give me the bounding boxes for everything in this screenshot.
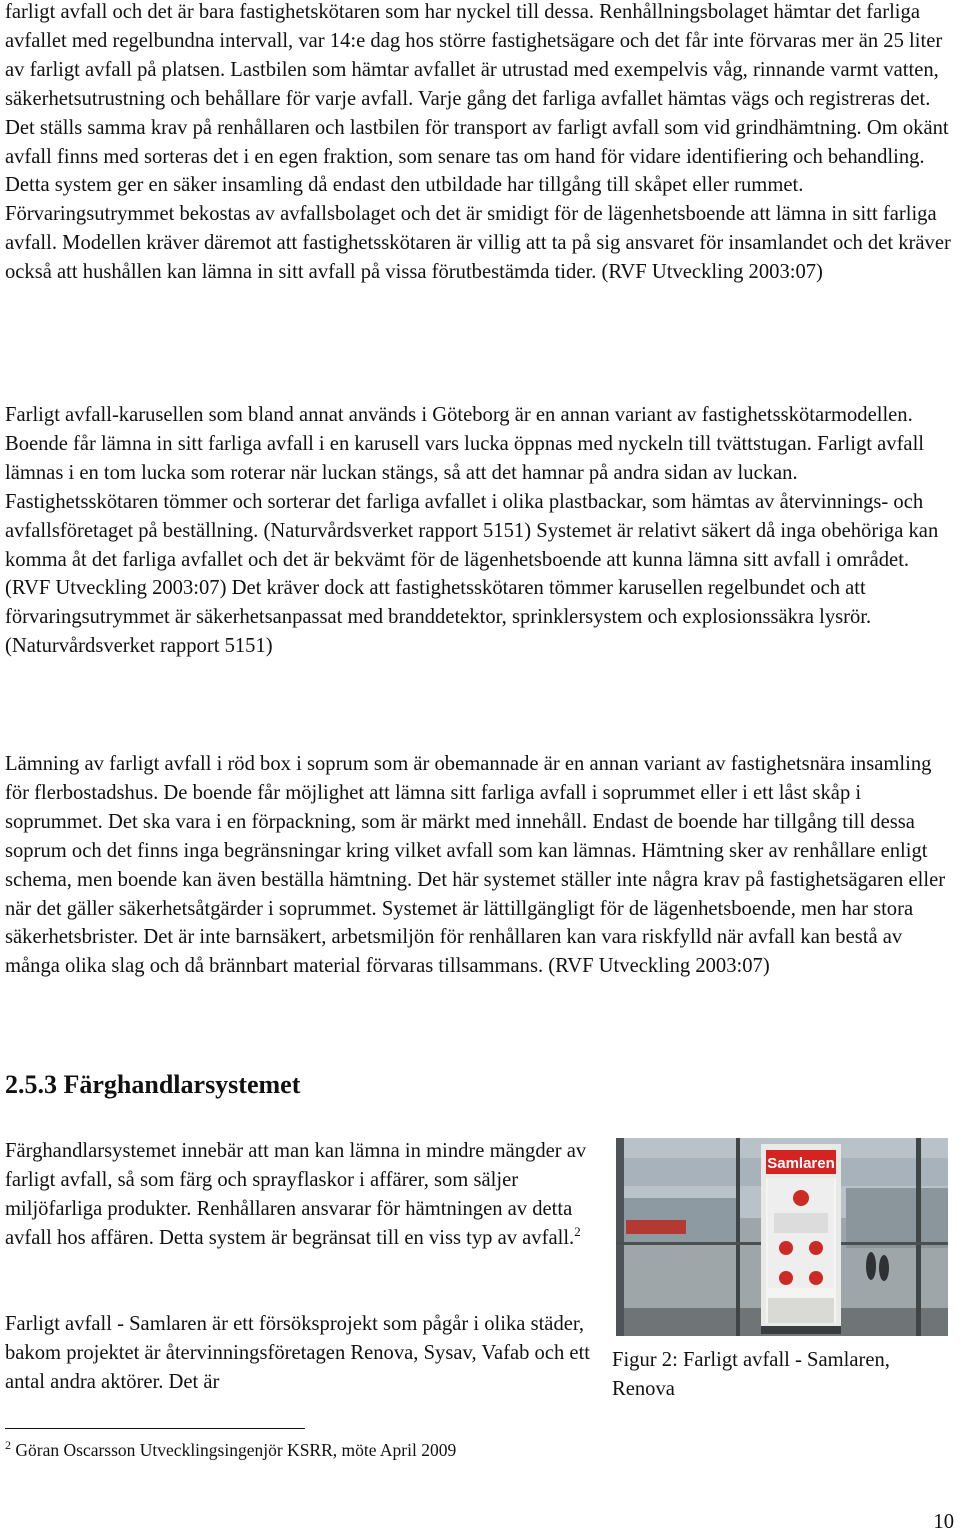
- section-paragraph-1-text: Färghandlarsystemet innebär att man kan lämna in mindre mängder av farligt avfall, så som färg och sprayflaskor i affärer, som säljer miljöfarliga produkter. Renhållaren ansvarar för hämtningen av detta avfall hos affären. Detta system är begränsat till en viss typ av avfall.: [5, 1140, 587, 1249]
- samlaren-sign-text: Samlaren: [767, 1155, 835, 1172]
- figure-caption: Figur 2: Farligt avfall - Samlaren, Renova: [612, 1349, 890, 1400]
- section-paragraph-1: [5, 1137, 595, 1253]
- footnote: [5, 1438, 456, 1462]
- body-paragraph-3: Lämning av farligt avfall i röd box i soprum som är obemannade är en annan variant av fastighetsnära insamling för flerbostadshus. De boende får möjlighet att lämna sitt farliga avfall i soprummet eller i ett låst skåp i soprummet. Det ska vara i en förpackning, som är märkt med innehåll. Endast de boende har tillgång till dessa soprum och det finns inga begränsningar kring vilket avfall som kan lämnas. Hämtning sker av renhållare enligt schema, men boende kan även beställa hämtning. Det här systemet ställer inte några krav på fastighetsägaren eller när det gäller säkerhetsåtgärder i soprummet. Systemet är lättillgängligt för de lägenhetsboende, men har stora säkerhetsbrister. Det är inte barnsäkert, arbetsmiljön för renhållaren kan vara riskfylld när avfall kan bestå av många olika slag och då brännbart material förvaras tillsammans. (RVF Utveckling 2003:07): [5, 753, 946, 978]
- footnote-reference: 2: [574, 1223, 581, 1239]
- body-paragraph-2: Farligt avfall-karusellen som bland annat används i Göteborg är en annan variant av fastighetsskötarmodellen. Boende får lämna in sitt farliga avfall i en karusell vars lucka öppnas med nyckeln till tvättstugan. Farligt avfall lämnas i en tom lucka som roterar när luckan stängs, så att det hamnar på andra sidan av luckan. Fastighetsskötaren tömmer och sorterar det farliga avfallet i olika plastbackar, som hämtas av återvinnings- och avfallsföretaget på beställning. (Naturvårdsverket rapport 5151) Systemet är relativt säkert då inga obehöriga kan komma åt det farliga avfallet och det är bekvämt för de lägenhetsboende att kunna lämna sitt avfall i området. (RVF Utveckling 2003:07) Det kräver dock att fastighetsskötaren tömmer karusellen regelbundet och att förvaringsutrymmet är säkerhetsanpassat med branddetektor, sprinklersystem och explosionssäkra lysrör. (Naturvårdsverket rapport 5151): [5, 404, 939, 658]
- body-paragraph-1: farligt avfall och det är bara fastighetskötaren som har nyckel till dessa. Renhållningsbolaget hämtar det farliga avfallet med regelbundna intervall, var 14:e dag hos större fastighetsägare och det får inte förvaras mer än 25 liter av farligt avfall på platsen. Lastbilen som hämtar avfallet är utrustad med exempelvis våg, rinnande varmt vatten, säkerhetsutrustning och behållare för varje avfall. Varje gång det farliga avfallet hämtas vägs och registreras det. Det ställs samma krav på renhållaren och lastbilen för transport av farligt avfall som vid grindhämtning. Om okänt avfall finns med sorteras det i en egen fraktion, som senare tas om hand för vidare identifiering och behandling. Detta system ger en säker insamling då endast den utbildade har tillgång till skåpet eller rummet. Förvaringsutrymmet bekostas av avfallsbolaget och det är smidigt för de lägenhetsboende att lämna in sitt farliga avfall. Modellen kräver däremot att fastighetsskötaren är villig att ta på sig ansvaret för insamlandet och det kräver också att hushållen kan lämna in sitt avfall på vissa förutbestämda tider. (RVF Utveckling 2003:07): [5, 1, 951, 284]
- section-heading: 2.5.3 Färghandlarsystemet: [5, 1070, 301, 1099]
- samlaren-photo: [616, 1138, 948, 1336]
- figure-photo: [616, 1138, 948, 1336]
- footnote-divider: [5, 1428, 305, 1429]
- footnote-text: Göran Oscarsson Utvecklingsingenjör KSRR, möte April 2009: [15, 1440, 457, 1460]
- page-number: 10: [933, 1511, 954, 1533]
- footnote-marker: 2: [5, 1438, 11, 1453]
- section-paragraph-2: Farligt avfall - Samlaren är ett försöksprojekt som pågår i olika städer, bakom projektet är återvinningsföretagen Renova, Sysav, Vafab och ett antal andra aktörer. Det är: [5, 1313, 591, 1393]
